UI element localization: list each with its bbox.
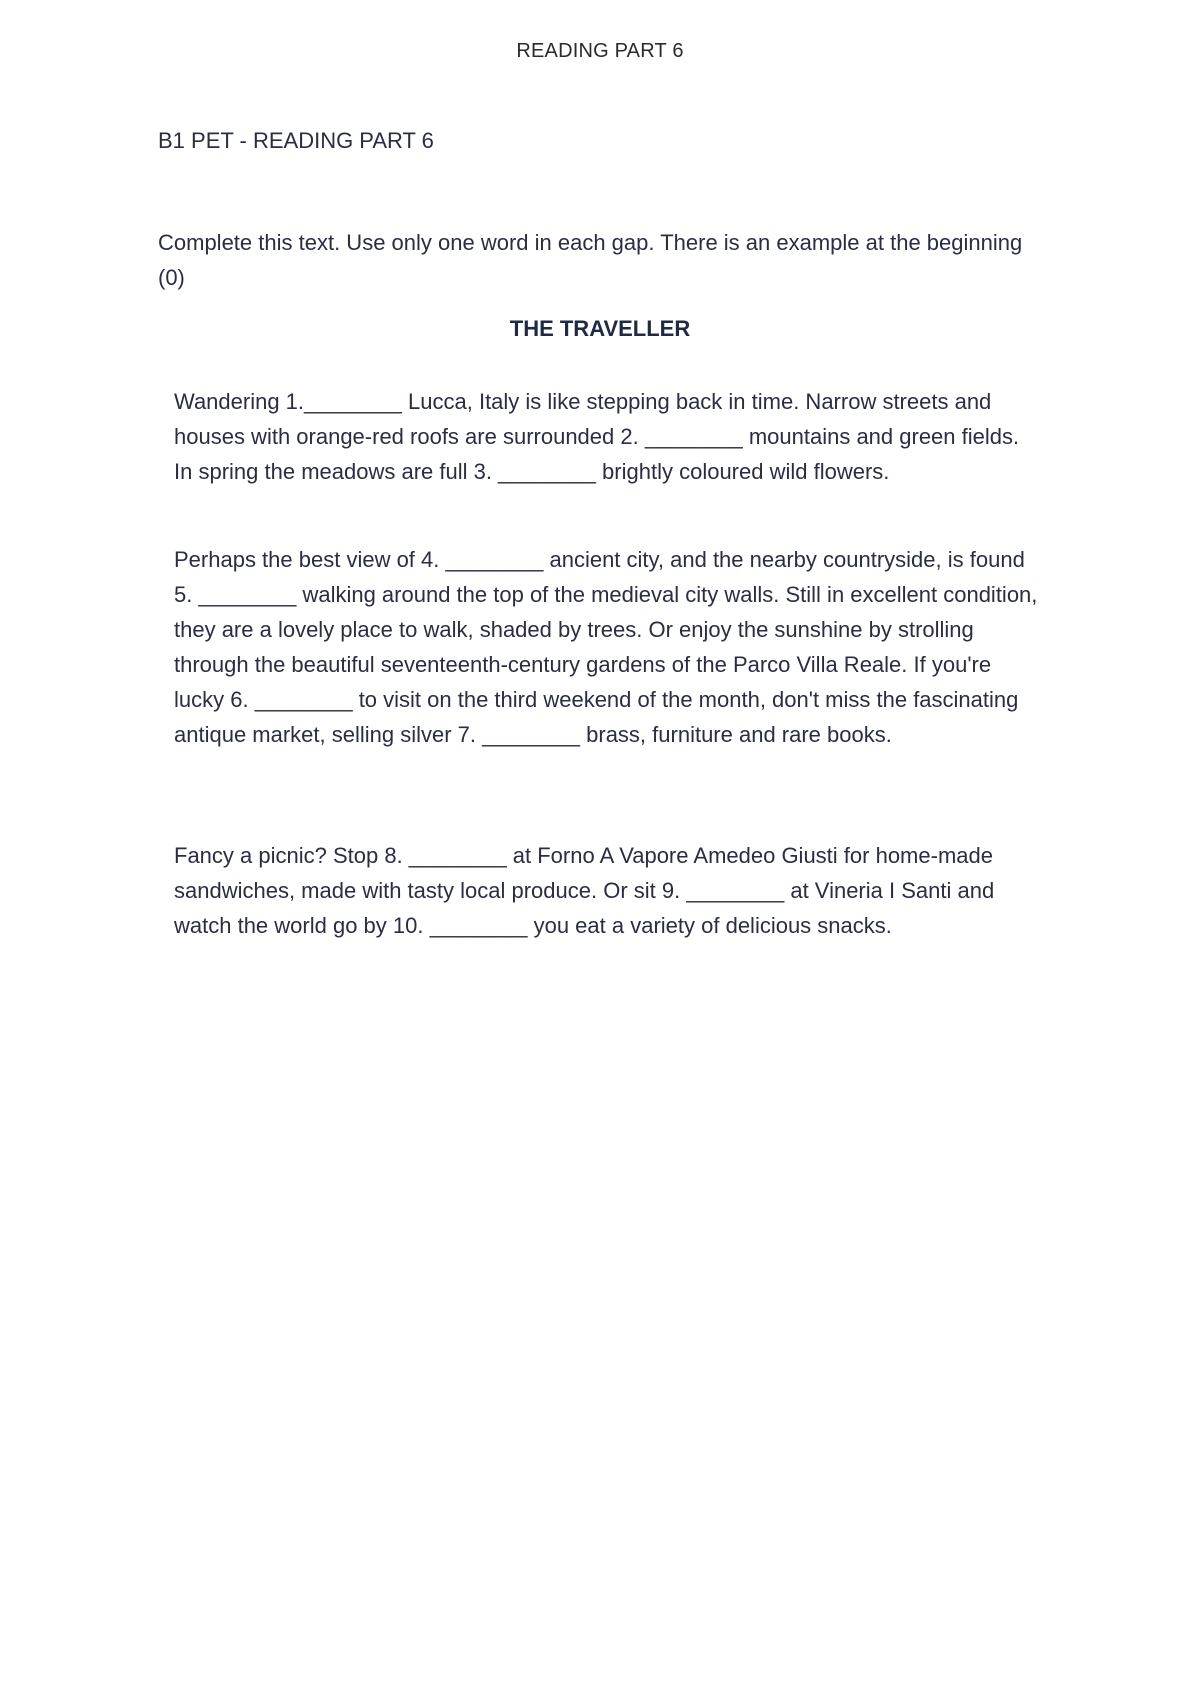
passage-paragraph-3: Fancy a picnic? Stop 8. ________ at Forno A Vapore Amedeo Giusti for home-made sandwiches, made with tasty local produce. Or sit 9. ________ at Vineria I Santi and watch the world go by 10. ________ you eat a variety of delicious snacks. xyxy=(174,843,995,938)
passage-paragraph-2: Perhaps the best view of 4. ________ ancient city, and the nearby countryside, is found 5. ________ walking around the top of the medieval city walls. Still in excellent condition, they are a lovely place to walk, shaded by trees. Or enjoy the sunshine by strolling through the beautiful seventeenth-century gardens of the Parco Villa Reale. If you're lucky 6. ________ to visit on the third weekend of the month, don't miss the fascinating antique market, selling silver 7. ________ brass, furniture and rare books. xyxy=(174,547,1038,747)
document-title: B1 PET - READING PART 6 xyxy=(158,128,434,153)
passage-title: THE TRAVELLER xyxy=(509,316,691,341)
passage-paragraph-1: Wandering 1.________ Lucca, Italy is like stepping back in time. Narrow streets and houses with orange-red roofs are surrounded 2. ________ mountains and green fields. In spring the meadows are full 3. ________ brightly coloured wild flowers. xyxy=(174,389,1020,484)
page-running-header: READING PART 6 xyxy=(516,40,684,62)
task-instructions: Complete this text. Use only one word in each gap. There is an example at the beginning (0) xyxy=(158,230,1023,290)
